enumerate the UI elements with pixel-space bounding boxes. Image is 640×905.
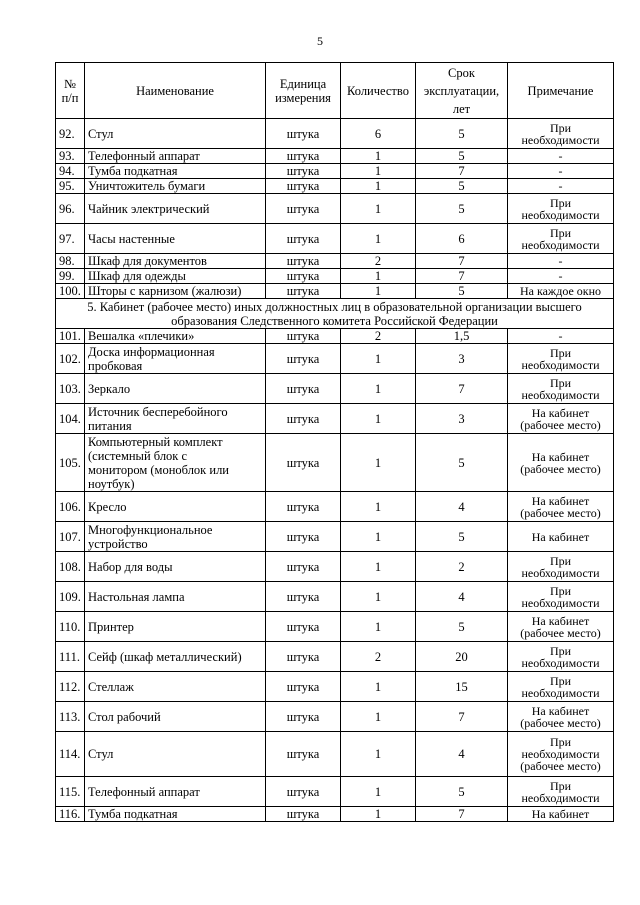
row-name: Принтер	[85, 612, 266, 642]
row-note: При необходимости	[508, 777, 614, 807]
row-number: 113.	[56, 702, 85, 732]
row-unit: штука	[266, 702, 341, 732]
row-unit: штука	[266, 672, 341, 702]
row-number: 93.	[56, 149, 85, 164]
table-row	[56, 404, 614, 434]
table-row	[56, 269, 614, 284]
header-note: Примечание	[508, 63, 614, 119]
row-name: Телефонный аппарат	[85, 149, 266, 164]
row-note: На кабинет (рабочее место)	[508, 702, 614, 732]
row-term: 7	[416, 164, 508, 179]
row-term: 5	[416, 194, 508, 224]
row-number: 116.	[56, 807, 85, 822]
row-note: -	[508, 269, 614, 284]
table-row	[56, 374, 614, 404]
row-term: 7	[416, 254, 508, 269]
row-number: 101.	[56, 329, 85, 344]
row-number: 105.	[56, 434, 85, 492]
row-number: 99.	[56, 269, 85, 284]
row-unit: штука	[266, 582, 341, 612]
row-term: 20	[416, 642, 508, 672]
row-number: 114.	[56, 732, 85, 777]
row-number: 106.	[56, 492, 85, 522]
row-term: 5	[416, 434, 508, 492]
row-name: Стол рабочий	[85, 702, 266, 732]
row-name: Тумба подкатная	[85, 807, 266, 822]
row-name: Уничтожитель бумаги	[85, 179, 266, 194]
row-note: При необходимости	[508, 552, 614, 582]
row-number: 115.	[56, 777, 85, 807]
row-note: На кабинет (рабочее место)	[508, 434, 614, 492]
row-name: Стул	[85, 732, 266, 777]
row-note: При необходимости	[508, 582, 614, 612]
row-note: При необходимости	[508, 344, 614, 374]
row-note: -	[508, 329, 614, 344]
row-number: 109.	[56, 582, 85, 612]
row-quantity: 1	[341, 269, 416, 284]
row-number: 96.	[56, 194, 85, 224]
row-name: Шторы с карнизом (жалюзи)	[85, 284, 266, 299]
row-unit: штука	[266, 149, 341, 164]
row-quantity: 1	[341, 702, 416, 732]
row-quantity: 1	[341, 284, 416, 299]
row-quantity: 1	[341, 194, 416, 224]
row-term: 3	[416, 404, 508, 434]
table-row	[56, 434, 614, 492]
row-note: На кабинет (рабочее место)	[508, 404, 614, 434]
row-unit: штука	[266, 612, 341, 642]
row-quantity: 1	[341, 612, 416, 642]
row-unit: штука	[266, 224, 341, 254]
table-row	[56, 344, 614, 374]
row-name: Доска информационная пробковая	[85, 344, 266, 374]
row-term: 5	[416, 777, 508, 807]
row-name: Стеллаж	[85, 672, 266, 702]
row-unit: штука	[266, 492, 341, 522]
row-number: 92.	[56, 119, 85, 149]
row-term: 5	[416, 284, 508, 299]
row-name: Зеркало	[85, 374, 266, 404]
row-name: Набор для воды	[85, 552, 266, 582]
row-note: При необходимости	[508, 672, 614, 702]
row-quantity: 1	[341, 492, 416, 522]
row-unit: штука	[266, 404, 341, 434]
row-name: Источник бесперебойного питания	[85, 404, 266, 434]
header-qty: Количество	[341, 63, 416, 119]
row-name: Телефонный аппарат	[85, 777, 266, 807]
table-body-top	[56, 119, 614, 299]
row-quantity: 1	[341, 522, 416, 552]
row-term: 7	[416, 807, 508, 822]
table-row	[56, 612, 614, 642]
row-quantity: 6	[341, 119, 416, 149]
row-name: Вешалка «плечики»	[85, 329, 266, 344]
row-quantity: 1	[341, 807, 416, 822]
row-number: 97.	[56, 224, 85, 254]
row-number: 98.	[56, 254, 85, 269]
row-term: 4	[416, 732, 508, 777]
row-note: На кабинет (рабочее место)	[508, 612, 614, 642]
row-note: На кабинет	[508, 522, 614, 552]
header-term: Срок эксплуатации, лет	[416, 63, 508, 119]
row-name: Настольная лампа	[85, 582, 266, 612]
row-quantity: 2	[341, 642, 416, 672]
row-number: 110.	[56, 612, 85, 642]
row-term: 4	[416, 492, 508, 522]
section-row-group	[56, 299, 614, 329]
row-quantity: 1	[341, 672, 416, 702]
row-term: 5	[416, 522, 508, 552]
row-quantity: 1	[341, 374, 416, 404]
row-quantity: 1	[341, 149, 416, 164]
row-term: 7	[416, 269, 508, 284]
row-name: Часы настенные	[85, 224, 266, 254]
row-unit: штука	[266, 552, 341, 582]
row-note: При необходимости (рабочее место)	[508, 732, 614, 777]
header-name: Наименование	[85, 63, 266, 119]
row-term: 7	[416, 374, 508, 404]
row-term: 2	[416, 552, 508, 582]
row-unit: штука	[266, 642, 341, 672]
table-row	[56, 807, 614, 822]
table-row	[56, 329, 614, 344]
row-term: 4	[416, 582, 508, 612]
row-note: При необходимости	[508, 119, 614, 149]
row-unit: штука	[266, 164, 341, 179]
row-number: 107.	[56, 522, 85, 552]
row-number: 111.	[56, 642, 85, 672]
row-note: На кабинет	[508, 807, 614, 822]
row-term: 7	[416, 702, 508, 732]
table-row	[56, 642, 614, 672]
row-quantity: 1	[341, 777, 416, 807]
row-term: 5	[416, 149, 508, 164]
row-quantity: 1	[341, 434, 416, 492]
row-note: -	[508, 179, 614, 194]
row-unit: штука	[266, 269, 341, 284]
row-quantity: 1	[341, 582, 416, 612]
table-row	[56, 149, 614, 164]
row-note: При необходимости	[508, 224, 614, 254]
row-number: 102.	[56, 344, 85, 374]
row-number: 104.	[56, 404, 85, 434]
row-name: Кресло	[85, 492, 266, 522]
row-name: Шкаф для документов	[85, 254, 266, 269]
table-row	[56, 702, 614, 732]
row-name: Шкаф для одежды	[85, 269, 266, 284]
row-name: Многофункциональное устройство	[85, 522, 266, 552]
row-unit: штука	[266, 732, 341, 777]
inventory-table	[55, 62, 614, 822]
table-row	[56, 672, 614, 702]
row-unit: штука	[266, 329, 341, 344]
row-note: -	[508, 254, 614, 269]
section-heading: 5. Кабинет (рабочее место) иных должностных лиц в образовательной организации высшего образования Следственного комитета Российской Федерации	[56, 299, 614, 329]
row-number: 108.	[56, 552, 85, 582]
table-row	[56, 732, 614, 777]
row-number: 103.	[56, 374, 85, 404]
table-row	[56, 179, 614, 194]
table-row	[56, 522, 614, 552]
row-name: Компьютерный комплект (системный блок с монитором (моноблок или ноутбук)	[85, 434, 266, 492]
header-num: № п/п	[56, 63, 85, 119]
row-unit: штука	[266, 374, 341, 404]
row-quantity: 1	[341, 404, 416, 434]
row-unit: штука	[266, 119, 341, 149]
row-term: 6	[416, 224, 508, 254]
table-row	[56, 164, 614, 179]
row-note: При необходимости	[508, 194, 614, 224]
table-row	[56, 552, 614, 582]
table-row	[56, 254, 614, 269]
row-unit: штука	[266, 434, 341, 492]
row-unit: штука	[266, 284, 341, 299]
row-term: 5	[416, 119, 508, 149]
table-row	[56, 119, 614, 149]
row-term: 5	[416, 179, 508, 194]
row-name: Сейф (шкаф металлический)	[85, 642, 266, 672]
row-note: При необходимости	[508, 374, 614, 404]
row-unit: штука	[266, 194, 341, 224]
row-quantity: 1	[341, 224, 416, 254]
table-row	[56, 582, 614, 612]
row-term: 15	[416, 672, 508, 702]
table-body-bottom	[56, 329, 614, 822]
table-header	[56, 63, 614, 119]
page-number: 5	[317, 34, 323, 48]
row-note: На каждое окно	[508, 284, 614, 299]
table-row	[56, 284, 614, 299]
table-row	[56, 224, 614, 254]
row-number: 112.	[56, 672, 85, 702]
table-row	[56, 777, 614, 807]
row-quantity: 1	[341, 552, 416, 582]
row-quantity: 1	[341, 344, 416, 374]
table-row	[56, 492, 614, 522]
table-row	[56, 194, 614, 224]
row-unit: штука	[266, 179, 341, 194]
row-unit: штука	[266, 777, 341, 807]
row-term: 1,5	[416, 329, 508, 344]
row-unit: штука	[266, 254, 341, 269]
row-quantity: 1	[341, 179, 416, 194]
row-quantity: 1	[341, 164, 416, 179]
row-quantity: 1	[341, 732, 416, 777]
row-note: При необходимости	[508, 642, 614, 672]
row-number: 95.	[56, 179, 85, 194]
row-note: -	[508, 149, 614, 164]
row-name: Тумба подкатная	[85, 164, 266, 179]
row-quantity: 2	[341, 329, 416, 344]
row-term: 3	[416, 344, 508, 374]
header-unit: Единица измерения	[266, 63, 341, 119]
row-unit: штука	[266, 807, 341, 822]
row-term: 5	[416, 612, 508, 642]
row-name: Стул	[85, 119, 266, 149]
row-name: Чайник электрический	[85, 194, 266, 224]
row-unit: штука	[266, 522, 341, 552]
row-unit: штука	[266, 344, 341, 374]
row-number: 100.	[56, 284, 85, 299]
row-note: На кабинет (рабочее место)	[508, 492, 614, 522]
row-note: -	[508, 164, 614, 179]
row-quantity: 2	[341, 254, 416, 269]
row-number: 94.	[56, 164, 85, 179]
